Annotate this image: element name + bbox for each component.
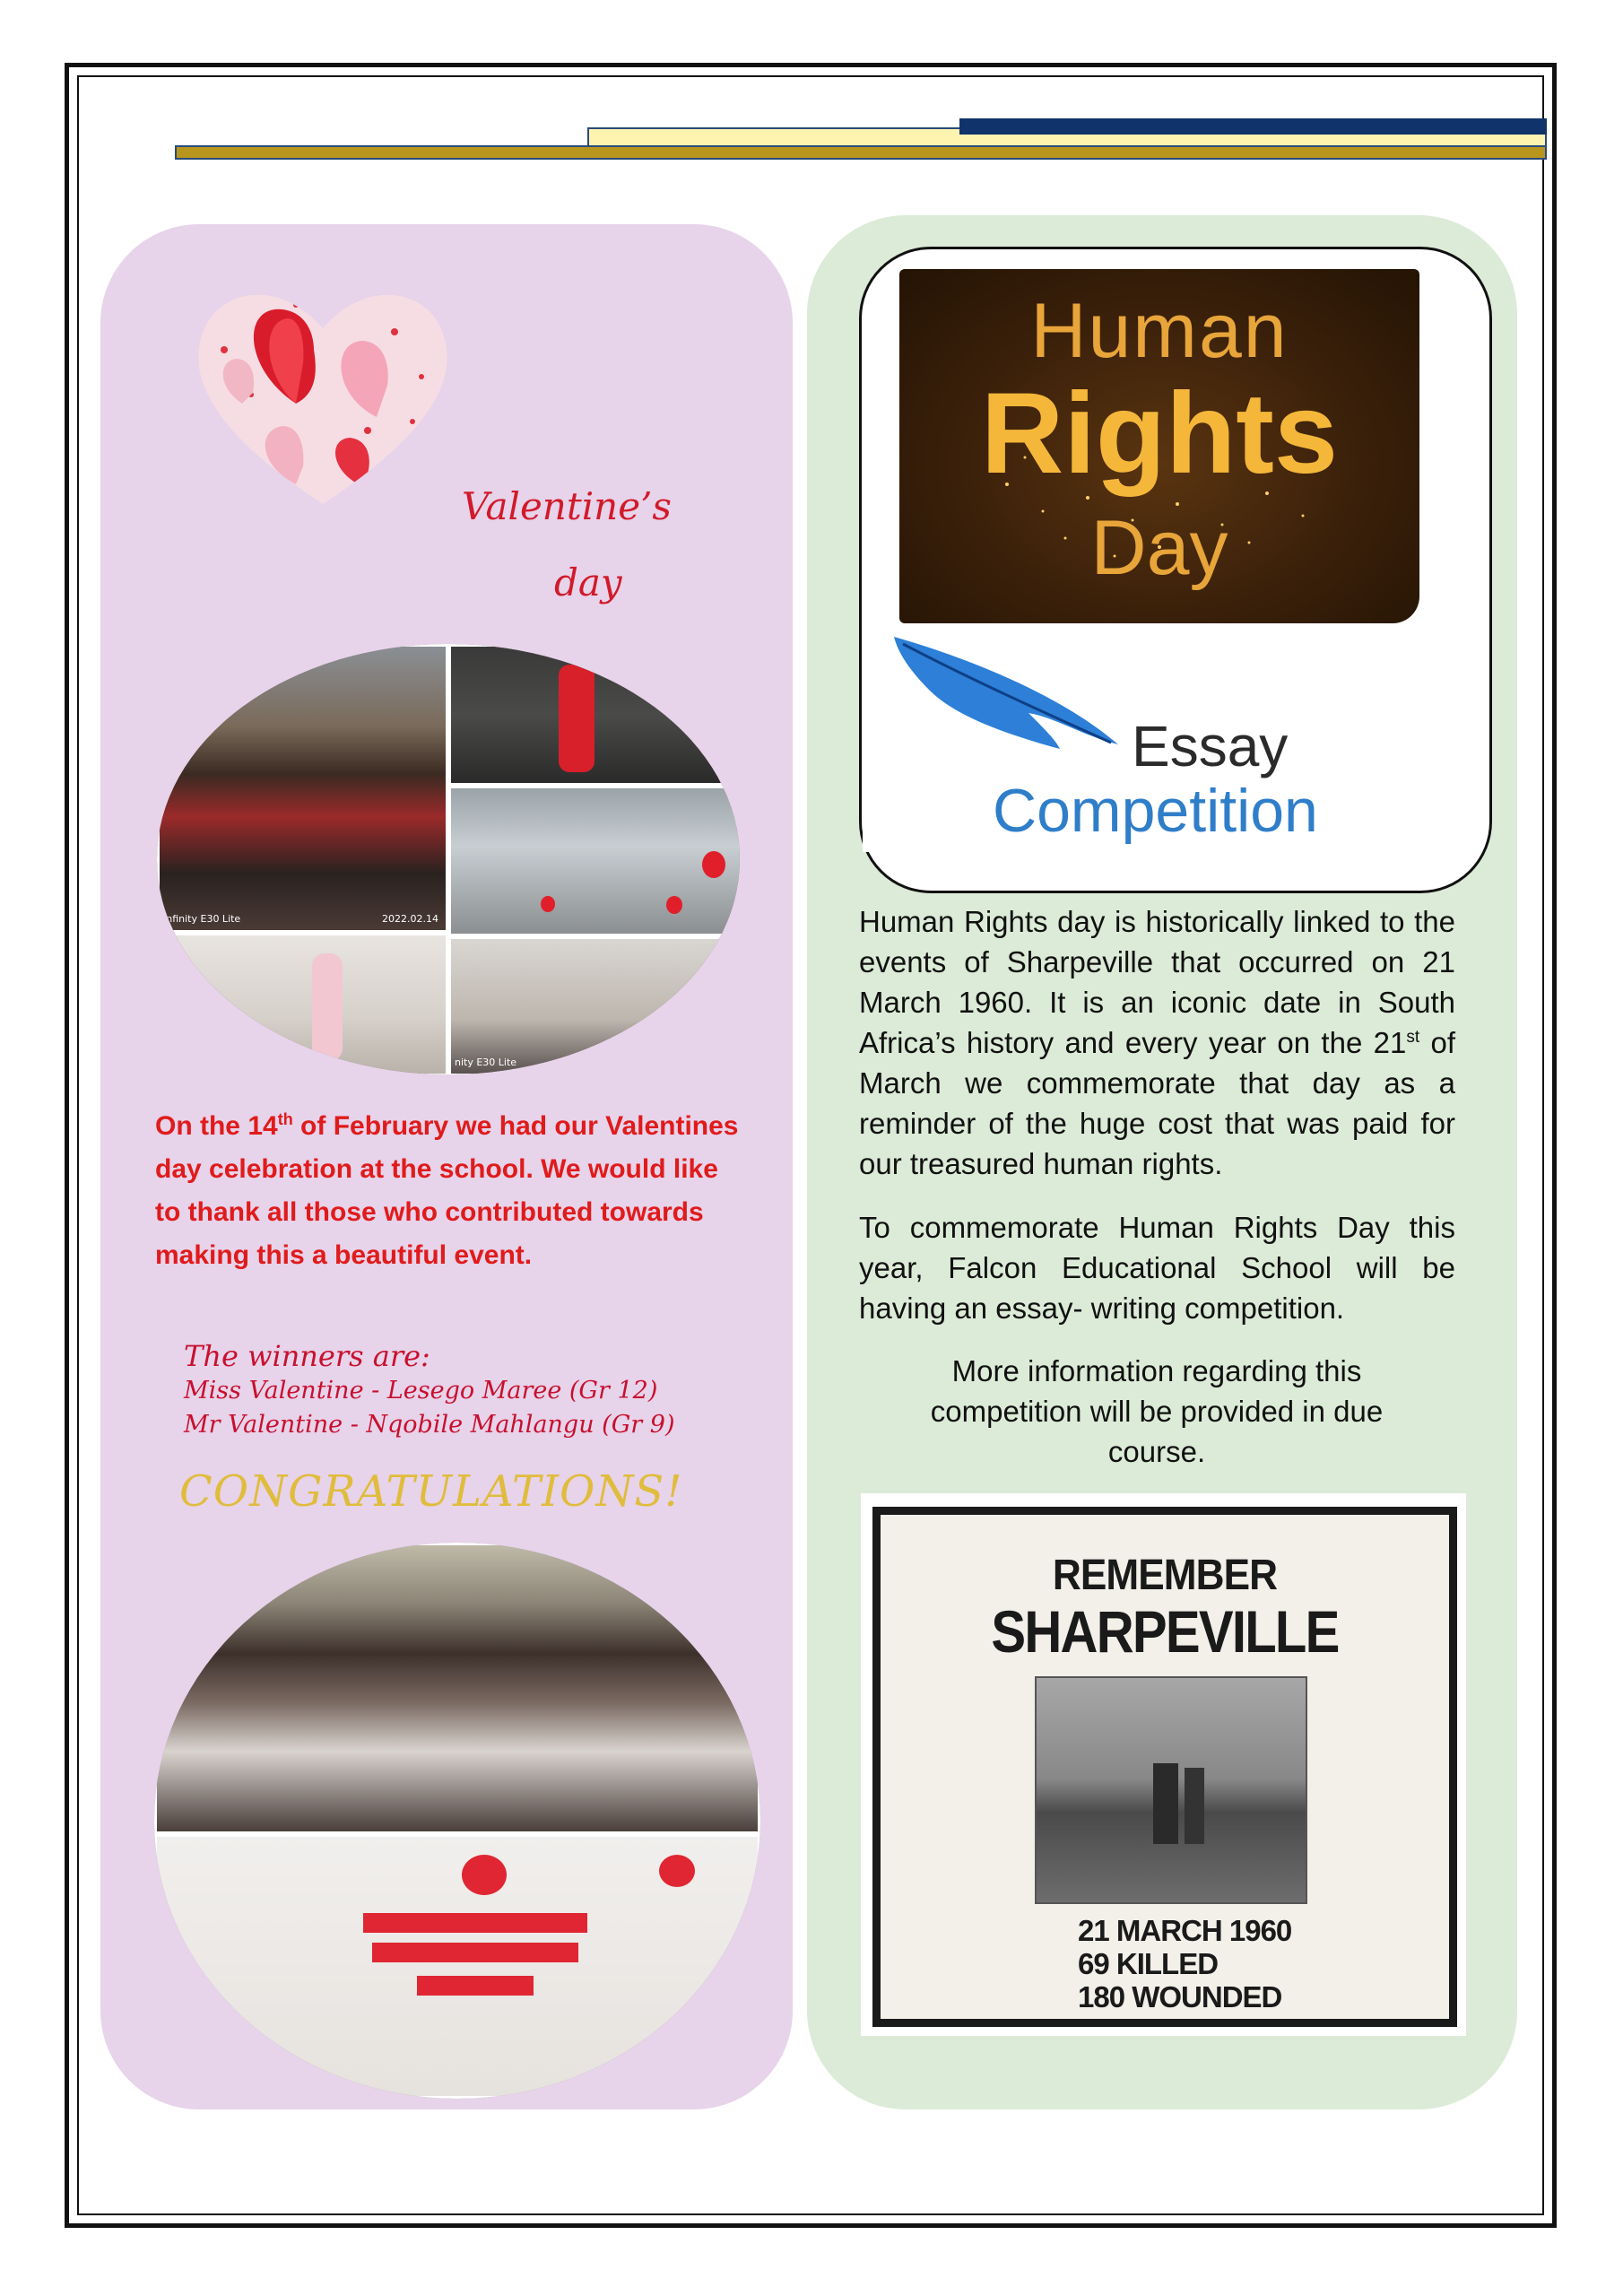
message-sup: th <box>277 1110 293 1128</box>
message-text-b: of February we had our Valentines day celebration at the school. We would like to thank all those who contributed towards making this a beautiful event. <box>155 1111 739 1270</box>
photo-stamp-1: Infinity E30 Lite <box>163 913 241 925</box>
winners-block <box>184 1338 758 1442</box>
photo-girl-pink <box>157 933 448 1074</box>
para1-text-b: of March we commemorate that day as a reminder of the huge cost that was paid for our treasured human rights. <box>859 1026 1455 1180</box>
header-bar-gold <box>175 145 1547 160</box>
human-rights-paragraph-1 <box>859 901 1455 1184</box>
poster-remember: REMEMBER <box>1052 1552 1278 1599</box>
winner-miss-valentine: Miss Valentine - Lesego Maree (Gr 12) <box>184 1377 658 1405</box>
congratulations-text: CONGRATULATIONS! <box>179 1466 683 1517</box>
valentines-audience-collage <box>154 1543 760 2099</box>
poster-historic-photo <box>1035 1676 1307 1904</box>
photo-stage <box>448 936 740 1074</box>
poster-sharpeville: SHARPEVILLE <box>991 1598 1339 1665</box>
photo-crowd <box>154 1543 760 1834</box>
remember-sharpeville-poster <box>861 1493 1466 2036</box>
human-rights-day-banner <box>899 269 1419 623</box>
paper-hearts-image <box>188 269 457 511</box>
photo-wall-hearts <box>154 1834 760 2099</box>
message-text-a: On the 14 <box>155 1111 278 1141</box>
competition-text: Competition <box>993 777 1318 845</box>
human-rights-paragraph-3: More information regarding this competition will be provided in due course. <box>930 1354 1384 1468</box>
essay-competition-graphic <box>863 628 1436 852</box>
banner-human: Human <box>1030 288 1289 374</box>
photo-balloons <box>448 786 740 936</box>
valentines-message <box>155 1105 747 1277</box>
para1-sup: st <box>1406 1028 1420 1047</box>
winners-heading: The winners are: <box>184 1339 430 1373</box>
valentines-photo-collage <box>157 644 740 1074</box>
header-bar-navy <box>959 118 1547 135</box>
photo-stamp-3: nity E30 Lite <box>455 1057 517 1068</box>
human-rights-paragraph-2: To commemorate Human Rights Day this year, Falcon Educational School will be having an essay- writing competition. <box>859 1211 1455 1325</box>
banner-rights: Rights <box>980 370 1339 498</box>
valentines-title-line2: day <box>554 561 622 604</box>
poster-killed: 69 KILLED <box>1078 1947 1219 1980</box>
valentines-title-line1: Valentine’s <box>462 484 672 528</box>
essay-text: Essay <box>1132 714 1289 778</box>
photo-stamp-2: 2022.02.14 <box>382 913 438 925</box>
photo-audience <box>157 644 448 933</box>
para1-text-a: Human Rights day is historically linked to the events of Sharpeville that occurred on 21 March 1960. It is an iconic date in South Africa’s history and every year on the 21 <box>859 905 1455 1059</box>
photo-speaker <box>448 644 740 786</box>
banner-day: Day <box>1090 505 1228 591</box>
poster-date: 21 MARCH 1960 <box>1078 1914 1292 1947</box>
poster-wounded: 180 WOUNDED <box>1078 1980 1282 2013</box>
winner-mr-valentine: Mr Valentine - Nqobile Mahlangu (Gr 9) <box>184 1411 675 1439</box>
poster-frame <box>872 1507 1457 2027</box>
